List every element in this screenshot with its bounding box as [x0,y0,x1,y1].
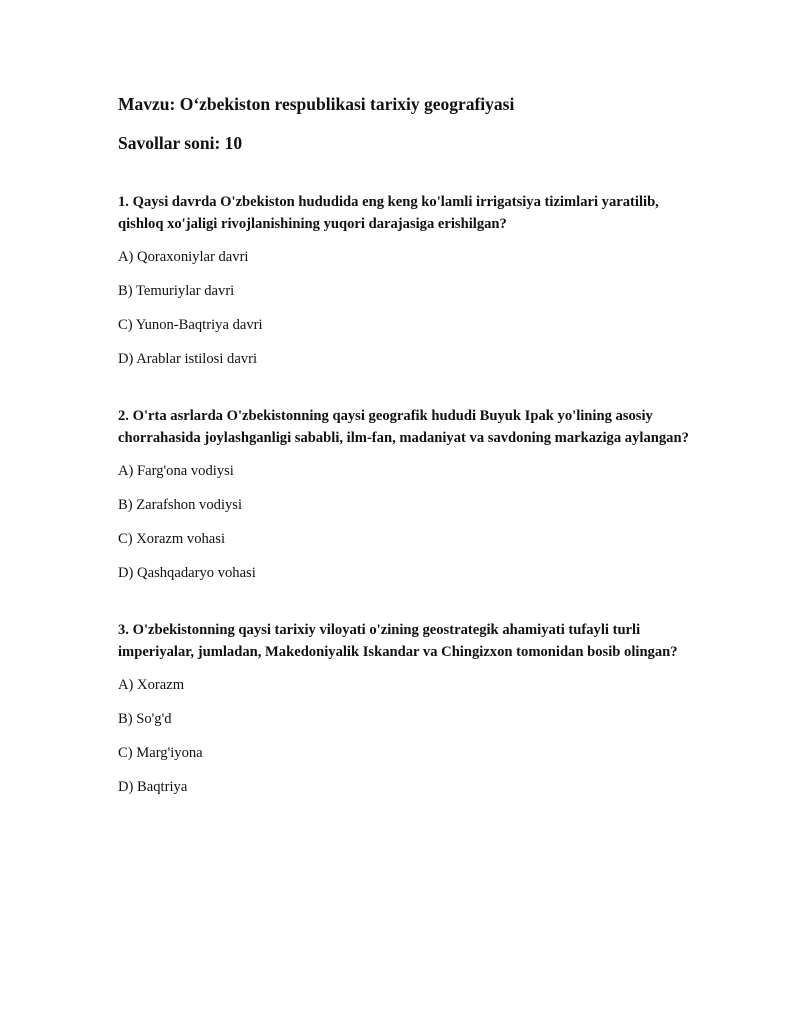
question-count: Savollar soni: 10 [118,133,243,153]
question-2 [118,406,693,584]
option-c: C) Yunon-Baqtriya davri [118,317,263,333]
document-title: Mavzu: O‘zbekiston respublikasi tarixiy geografiyasi [118,94,515,114]
option-b: B) Temuriylar davri [118,283,235,299]
question-1 [118,192,693,370]
option-d: D) Arablar istilosi davri [118,351,258,367]
document-page [118,92,693,834]
question-text: 1. Qaysi davrda O'zbekiston hududida eng keng ko'lamli irrigatsiya tizimlari yaratilib, qishloq xo'jaligi rivojlanishining yuqori darajasiga erishilgan? [118,194,659,232]
option-a: A) Xorazm [118,677,185,693]
question-3 [118,620,693,798]
option-a: A) Farg'ona vodiysi [118,463,234,479]
option-a: A) Qoraxoniylar davri [118,249,249,265]
question-text: 2. O'rta asrlarda O'zbekistonning qaysi geografik hududi Buyuk Ipak yo'lining asosiy chorrahasida joylashganligi sababli, ilm-fan, madaniyat va savdoning markaziga aylangan? [118,408,689,446]
option-c: C) Xorazm vohasi [118,531,225,547]
option-c: C) Marg'iyona [118,745,203,761]
option-b: B) Zarafshon vodiysi [118,497,243,513]
option-b: B) So'g'd [118,711,172,727]
option-d: D) Qashqadaryo vohasi [118,565,256,581]
option-d: D) Baqtriya [118,779,188,795]
question-text: 3. O'zbekistonning qaysi tarixiy viloyati o'zining geostrategik ahamiyati tufayli turli imperiyalar, jumladan, Makedoniyalik Iskandar va Chingizxon tomonidan bosib olingan? [118,622,678,660]
